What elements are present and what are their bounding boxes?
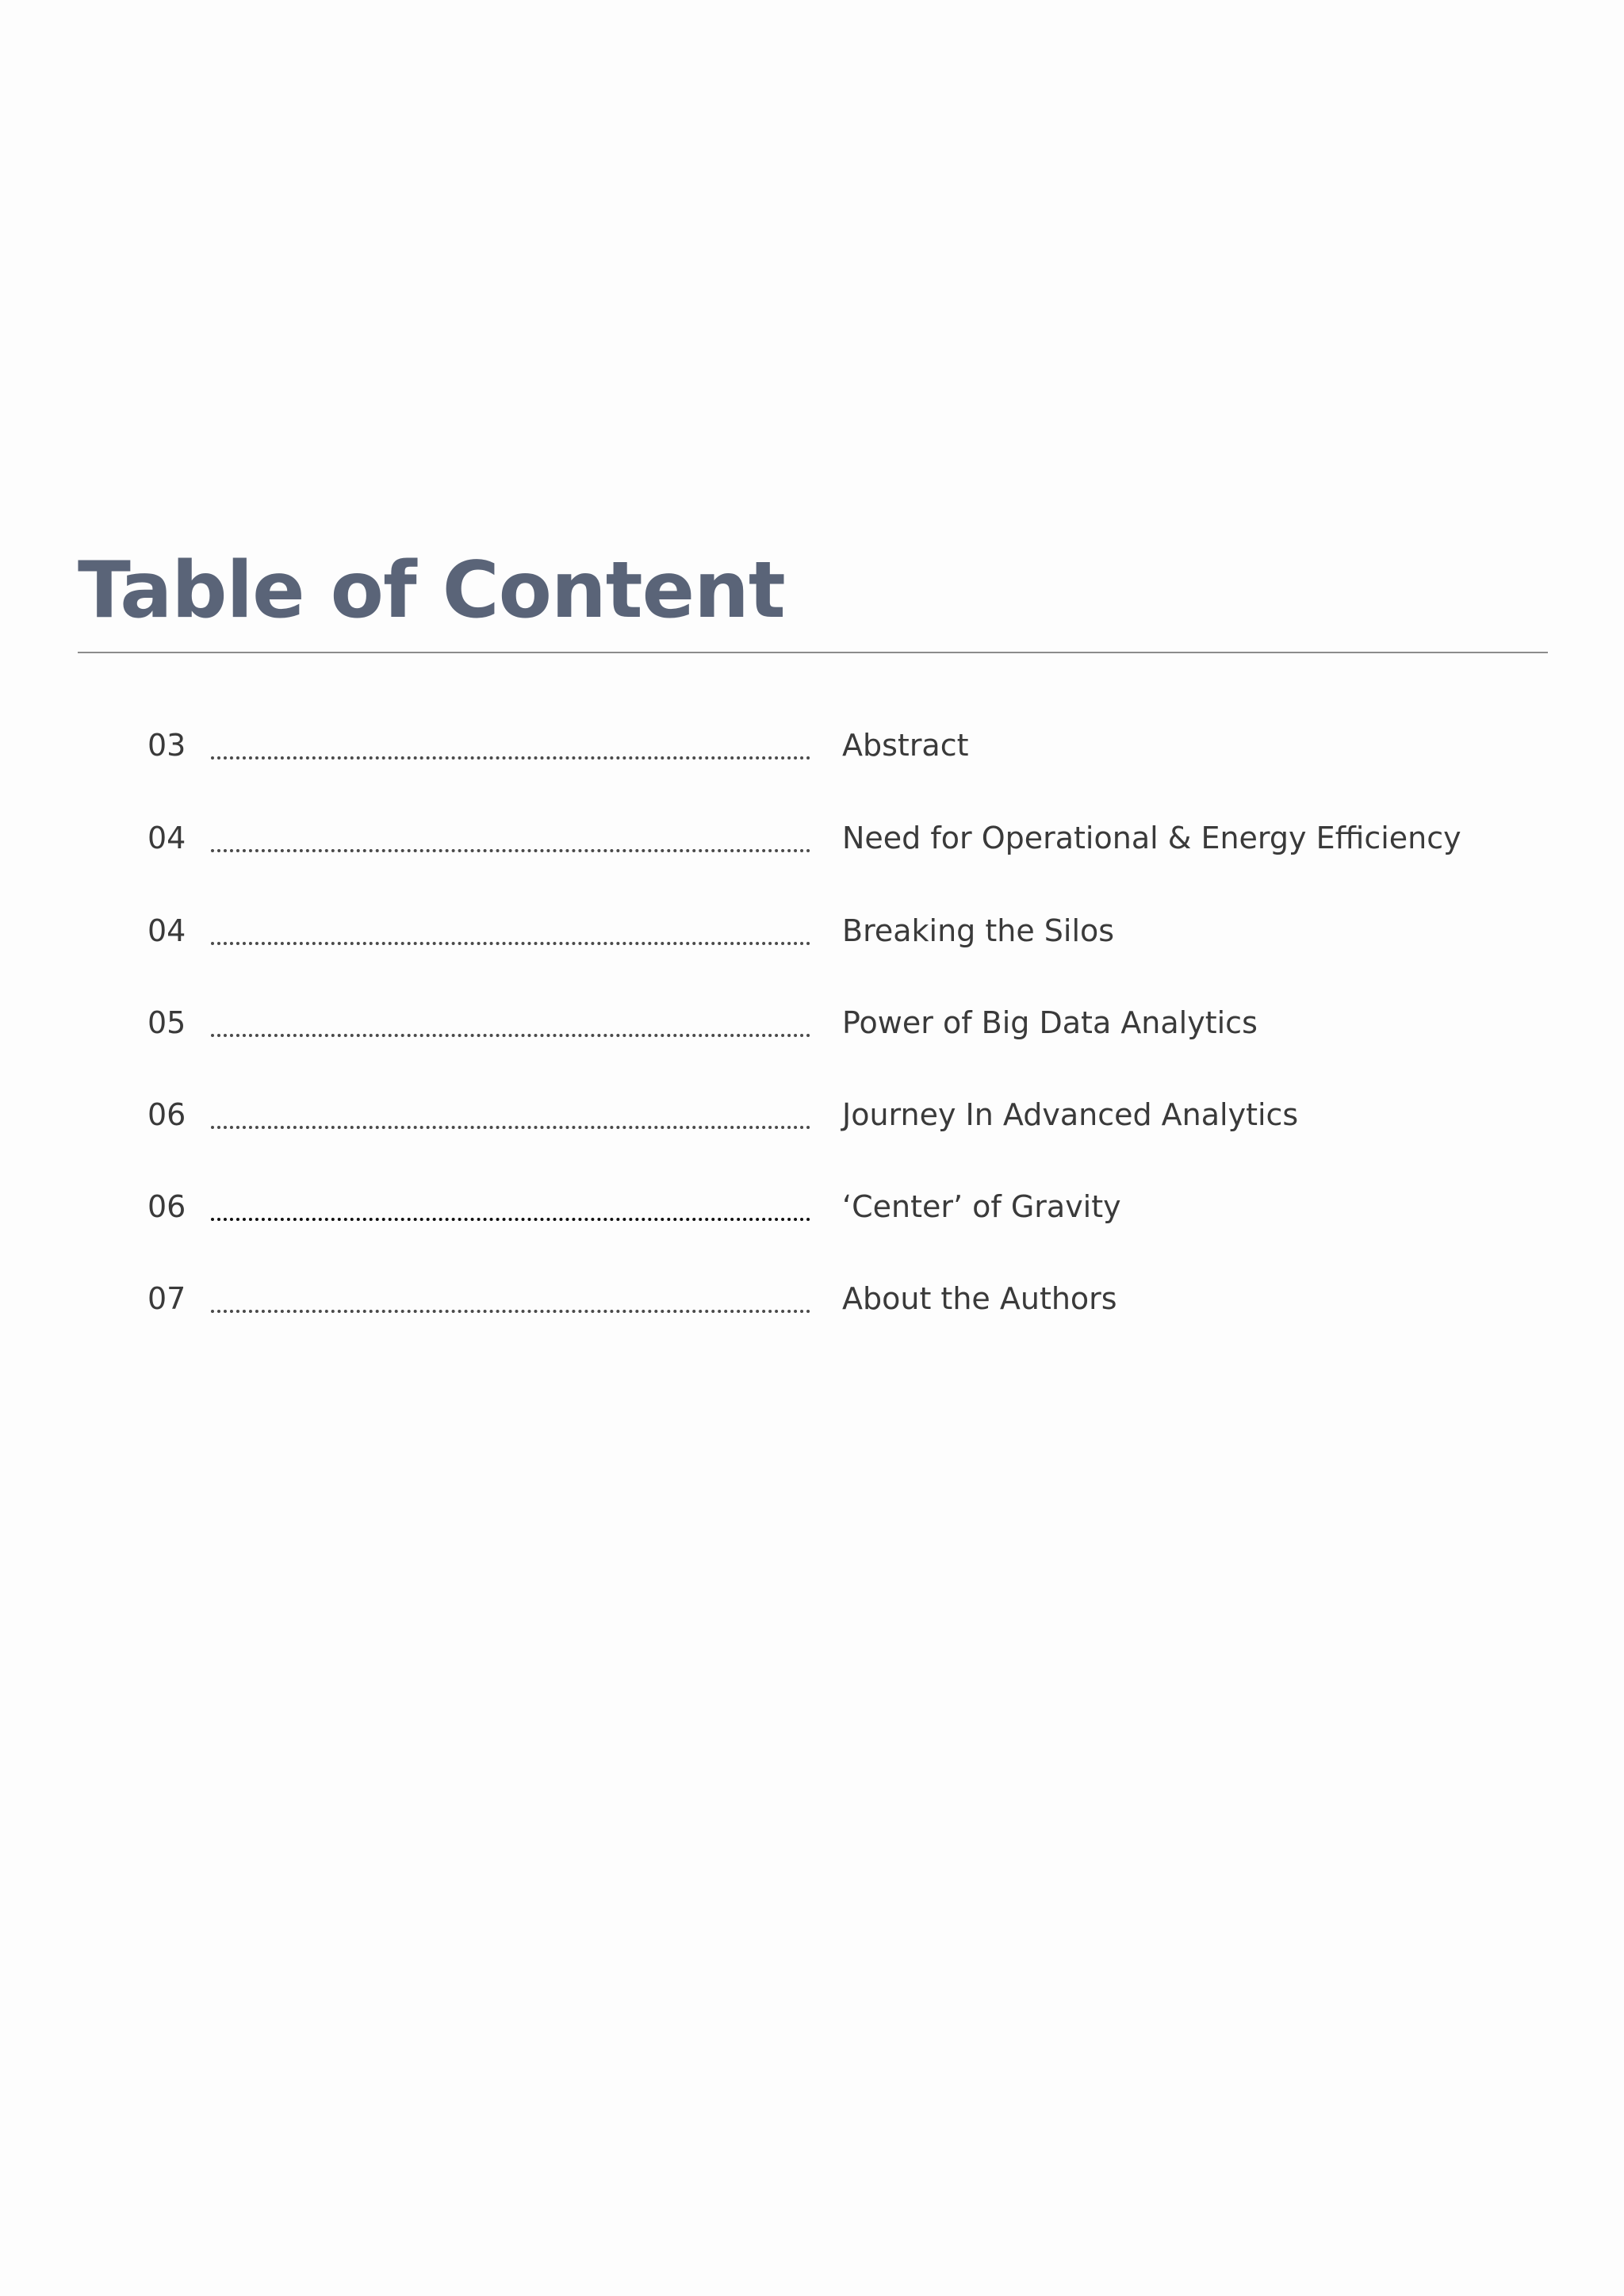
toc-entry-big-data-analytics[interactable] <box>0 999 1624 1047</box>
toc-dot-leader <box>211 1126 810 1129</box>
toc-entry-about-authors[interactable] <box>0 1275 1624 1322</box>
toc-entry-advanced-analytics[interactable] <box>0 1091 1624 1138</box>
toc-entry-abstract[interactable] <box>0 721 1624 769</box>
toc-dot-leader <box>211 849 810 852</box>
page-title: Table of Content <box>78 545 785 636</box>
toc-entry-label: Need for Operational & Energy Efficiency <box>842 821 1461 855</box>
toc-page-number: 05 <box>147 1005 186 1040</box>
toc-entry-label: Power of Big Data Analytics <box>842 1005 1258 1040</box>
toc-dot-leader <box>211 942 810 945</box>
toc-entry-label: Abstract <box>842 728 969 763</box>
toc-page-number: 03 <box>147 728 186 763</box>
toc-entry-operational-efficiency[interactable] <box>0 814 1624 862</box>
toc-entry-center-of-gravity[interactable] <box>0 1183 1624 1230</box>
toc-entry-breaking-silos[interactable] <box>0 907 1624 955</box>
toc-dot-leader <box>211 1034 810 1037</box>
toc-entry-label: ‘Center’ of Gravity <box>842 1189 1121 1224</box>
toc-entry-label: Breaking the Silos <box>842 913 1115 948</box>
toc-page-number: 06 <box>147 1097 186 1132</box>
toc-dot-leader <box>211 1218 810 1221</box>
toc-page-number: 04 <box>147 821 186 855</box>
toc-page-number: 06 <box>147 1189 186 1224</box>
toc-page-number: 07 <box>147 1281 186 1316</box>
toc-page-number: 04 <box>147 913 186 948</box>
title-divider <box>78 652 1548 653</box>
toc-dot-leader <box>211 1310 810 1313</box>
toc-dot-leader <box>211 756 810 760</box>
toc-entry-label: Journey In Advanced Analytics <box>842 1097 1299 1132</box>
toc-entry-label: About the Authors <box>842 1281 1117 1316</box>
